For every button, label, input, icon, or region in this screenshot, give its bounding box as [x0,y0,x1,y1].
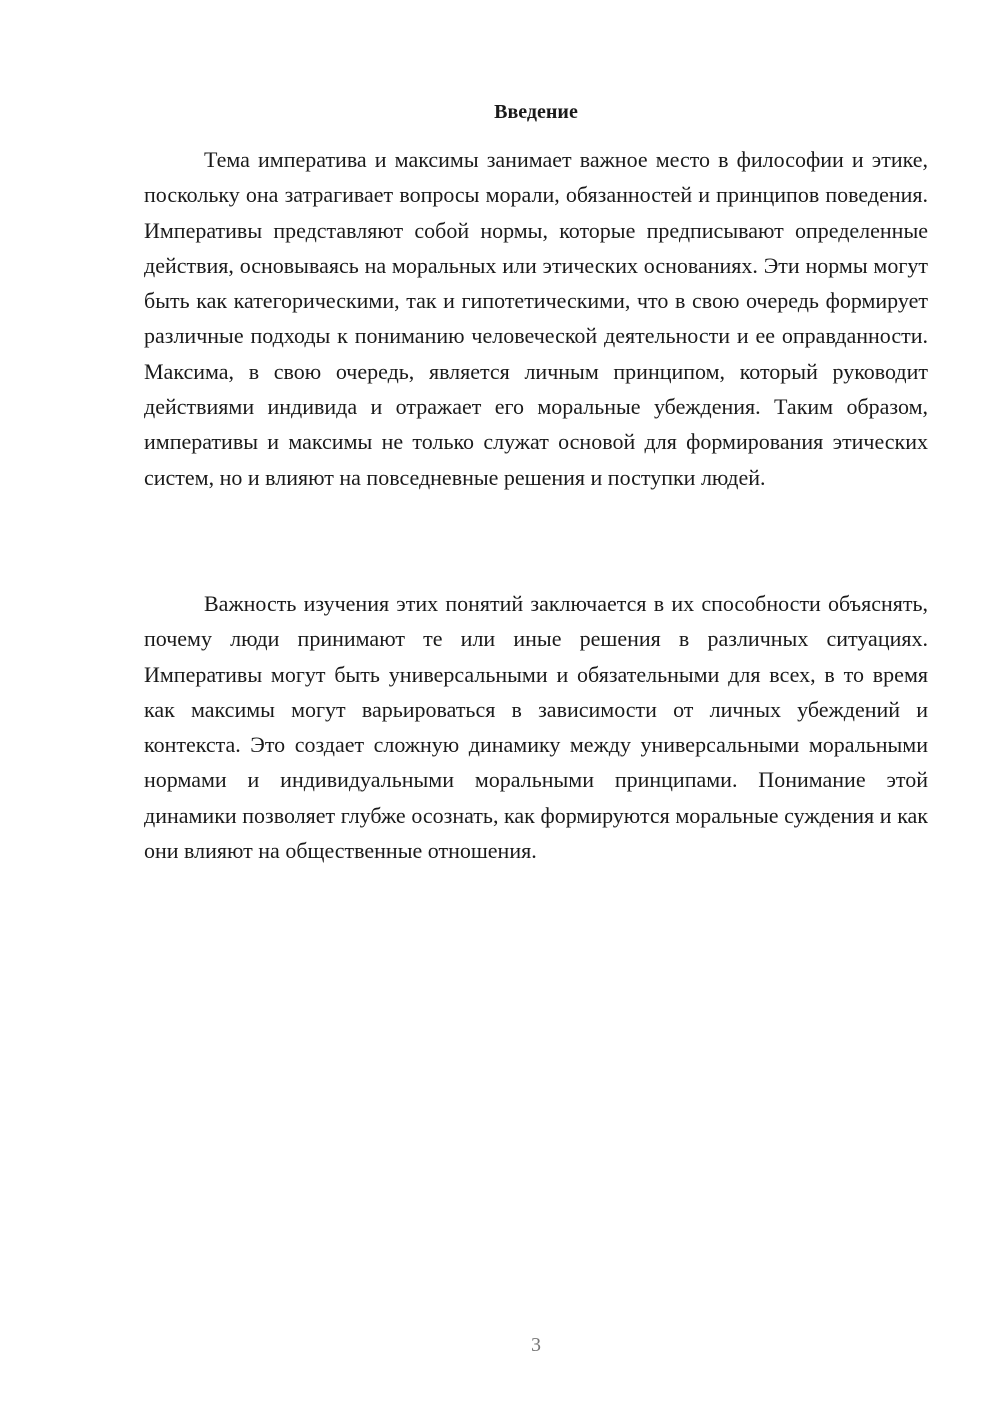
paragraph-2 [144,586,928,868]
paragraph-text: Важность изучения этих понятий заключается в их способности объяснять, почему люди принимают те или иные решения в различных ситуациях. Императивы могут быть универсальными и обязательными для всех, в то время как максимы могут варьироваться в зависимости от личных убеждений и контекста. Это создает сложную динамику между универсальными моральными нормами и индивидуальными моральными принципами. Понимание этой динамики позволяет глубже осознать, как формируются моральные суждения и как они влияют на общественные отношения. [144,591,928,864]
section-title: Введение [494,101,578,123]
paragraph-text: Тема императива и максимы занимает важное место в философии и этике, поскольку она затрагивает вопросы морали, обязанностей и принципов поведения. Императивы представляют собой нормы, которые предписывают определенные действия, основываясь на моральных или этических основаниях. Эти нормы могут быть как категорическими, так и гипотетическими, что в свою очередь формирует различные подходы к пониманию человеческой деятельности и ее оправданности. Максима, в свою очередь, является личным принципом, который руководит действиями индивида и отражает его моральные убеждения. Таким образом, императивы и максимы не только служат основой для формирования этических систем, но и влияют на повседневные решения и поступки людей. [144,147,928,490]
paragraph-1 [144,142,928,495]
page-number: 3 [531,1334,541,1356]
